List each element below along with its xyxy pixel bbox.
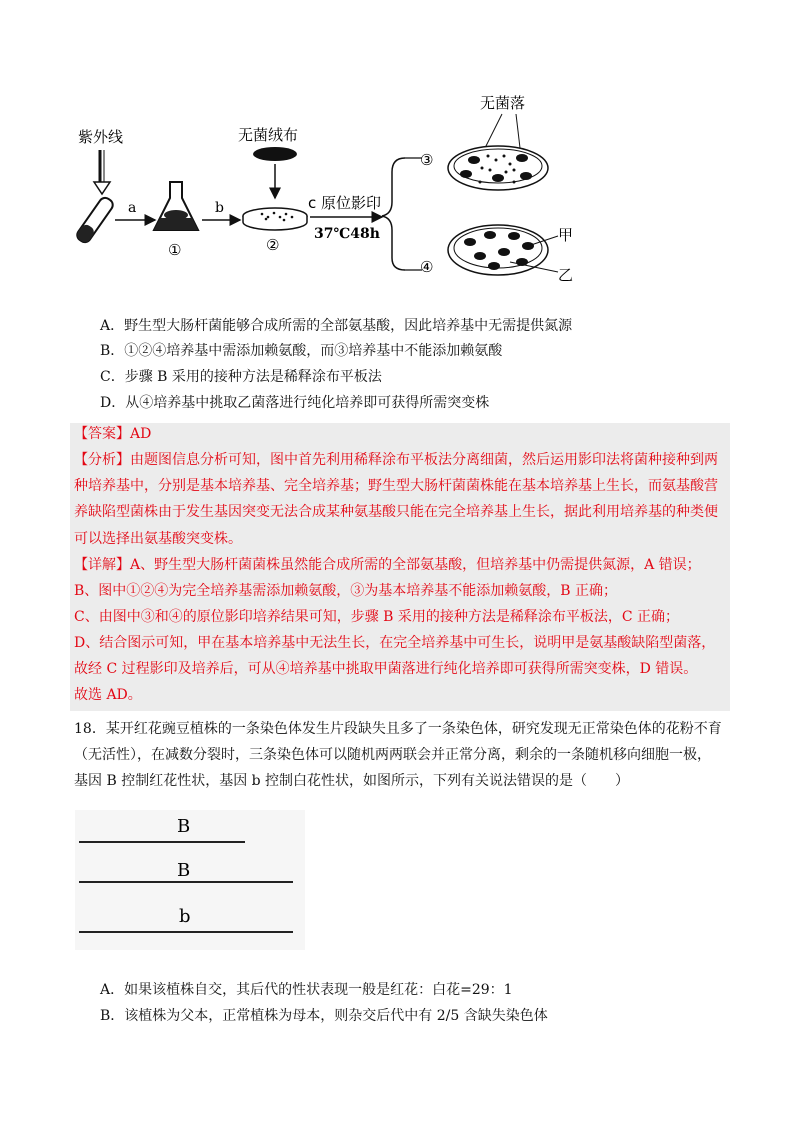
detail-line: B、图中①②④为完全培养基需添加赖氨酸，③为基本培养基不能添加赖氨酸，B 正确； (74, 583, 618, 599)
label-yi: 乙 (558, 266, 574, 284)
gene-b-lower: b (179, 906, 191, 927)
q17-option-b: B．①②④培养基中需添加赖氨酸，而③培养基中不能添加赖氨酸 (100, 343, 503, 359)
dish-3-icon (448, 146, 548, 190)
felt-pad-icon (253, 147, 297, 161)
gene-b-upper-2: B (177, 860, 191, 881)
detail-line: D、结合图示可知，甲在基本培养基中无法生长，在完全培养基中可生长，说明甲是氨基酸缺陷型菌落， (74, 635, 716, 651)
dish-4-icon (448, 225, 548, 275)
q17-option-d: D．从④培养基中挑取乙菌落进行纯化培养即可获得所需突变株 (100, 395, 490, 411)
conclusion-line: 故选 AD。 (74, 687, 142, 703)
detail-line: 【详解】A、野生型大肠杆菌菌株虽然能合成所需的全部氨基酸，但培养基中仍需提供氮源，A 错误； (74, 557, 701, 573)
q18-option-b: B．该植株为父本，正常植株为母本，则杂交后代中有 2/5 含缺失染色体 (100, 1008, 548, 1024)
q18-option-a: A．如果该植株自交，其后代的性状表现一般是红花：白花=29：1 (100, 982, 513, 998)
dish-2-icon (243, 208, 307, 230)
condition-label: 37℃48h (314, 226, 380, 242)
q18-stem-line: （无活性），在减数分裂时，三条染色体可以随机两两联会并正常分离，剩余的一条随机移向细胞一极， (74, 747, 711, 763)
q18-stem-line: 18．某开红花豌豆植株的一条染色体发生片段缺失且多了一条染色体，研究发现无正常染色体的花粉不育 (74, 721, 722, 737)
label-jia: 甲 (558, 226, 574, 244)
label-3: ③ (420, 151, 434, 169)
detail-line: C、由图中③和④的原位影印培养结果可知，步骤 B 采用的接种方法是稀释涂布平板法，C 正确； (74, 609, 680, 625)
label-1: ① (168, 241, 182, 259)
analysis-line: 种培养基中，分别是基本培养基、完全培养基；野生型大肠杆菌菌株能在基本培养基上生长，而氨基酸营 (74, 478, 718, 494)
q17-option-c: C．步骤 B 采用的接种方法是稀释涂布平板法 (100, 369, 382, 385)
analysis-line: 可以选择出氨基酸突变株。 (74, 531, 242, 547)
colony-label: 无菌落 (480, 94, 526, 112)
uv-label: 紫外线 (78, 128, 124, 146)
answer-line: 【答案】AD (74, 426, 152, 442)
arrow-c-label: c 原位影印 (308, 194, 382, 212)
label-4: ④ (420, 258, 434, 276)
q18-stem-line: 基因 B 控制红花性状，基因 b 控制白花性状，如图所示，下列有关说法错误的是（ ） (74, 773, 630, 789)
analysis-line: 养缺陷型菌株由于发生基因突变无法合成某种氨基酸只能在完全培养基上生长，据此利用培养基的种类便 (74, 504, 718, 520)
brace (382, 158, 405, 270)
arrow-b-label: b (215, 200, 224, 216)
chromosome-diagram (75, 810, 305, 950)
test-tube-icon (75, 196, 115, 245)
flask-icon (154, 182, 198, 230)
felt-label: 无菌绒布 (238, 126, 299, 144)
label-2: ② (266, 236, 280, 254)
q17-option-a: A．野生型大肠杆菌能够合成所需的全部氨基酸，因此培养基中无需提供氮源 (100, 318, 573, 334)
gene-b-upper-1: B (177, 816, 191, 837)
replica-plating-diagram (70, 90, 600, 290)
analysis-line: 【分析】由题图信息分析可知，图中首先利用稀释涂布平板法分离细菌，然后运用影印法将菌种接种到两 (74, 452, 718, 468)
arrow-a-label: a (128, 200, 137, 216)
detail-line: 故经 C 过程影印及培养后，可从④培养基中挑取甲菌落进行纯化培养即可获得所需突变株，D 错误。 (74, 661, 698, 677)
